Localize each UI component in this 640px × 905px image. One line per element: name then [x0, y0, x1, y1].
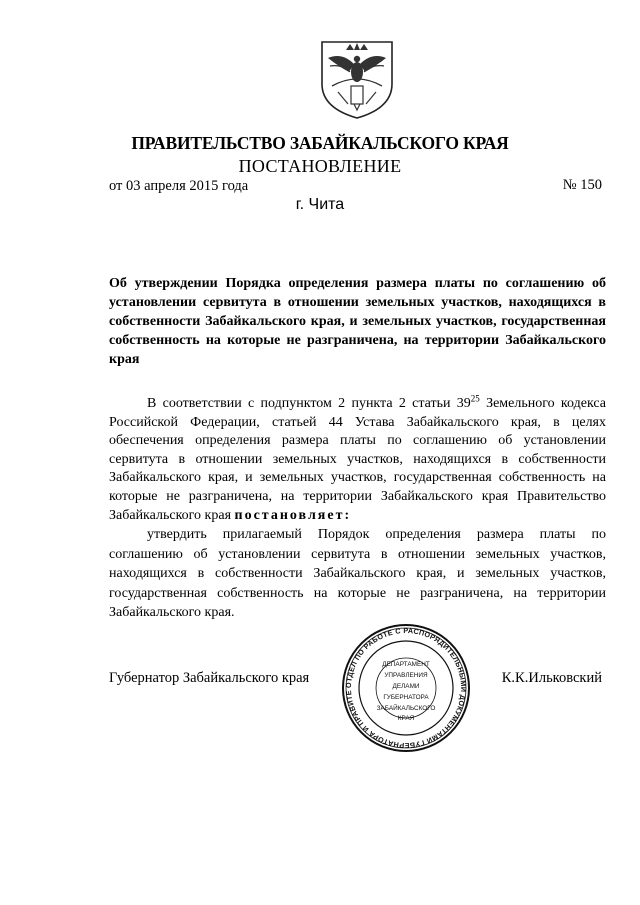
coat-of-arms-icon [316, 38, 398, 120]
seal-inner-line: ЗАБАЙКАЛЬСКОГО [376, 705, 436, 712]
document-city: г. Чита [295, 196, 345, 213]
seal-outer-text: ОТДЕЛ ПО РАБОТЕ С РАСПОРЯДИТЕЛЬНЫМИ ДОКУМЕНТАМИ ГУБЕРНАТОРА И ПРАВИТЕ [343, 625, 469, 751]
article-superscript: 25 [470, 393, 480, 404]
preamble-text-part2: Земельного кодекса Российской Федерации, статьей 44 Устава Забайкальского края, в целях обеспечения определения размера платы по соглашению об установлении сервитута в отношении земельных участков, находящихся в собственности Забайкальского края, и земельных участков, государственная собственность на которые не разграничена, на территории Забайкальского края Правительство Забайкальского края [109, 396, 606, 523]
seal-inner-line: УПРАВЛЕНИЯ [384, 672, 428, 679]
document-number: № 150 [562, 177, 602, 193]
document-subject: Об утверждении Порядка определения размера платы по соглашению об установлении сервитута в отношении земельных участков, находящихся в собственности Забайкальского края, и земельных участков, государственная собственность на которые не разграничена, на территории Забайкальского края [109, 276, 606, 367]
seal-inner-line: ГУБЕРНАТОРА [383, 694, 429, 701]
preamble-text-part1: В соответствии с подпунктом 2 пункта 2 статьи 39 [147, 396, 471, 411]
body-paragraph-preamble [109, 395, 606, 525]
seal-inner-line: ДЕЛАМИ [392, 683, 420, 690]
document-date: от 03 апреля 2015 года [109, 178, 249, 194]
body-paragraph-resolution: утвердить прилагаемый Порядок определения размера платы по соглашению об установлении сервитута в отношении земельных участков, находящихся в собственности Забайкальского края, и земельных участков, государственная собственность на которые не разграничена, на территории Забайкальского края. [109, 527, 606, 621]
signature-title: Губернатор Забайкальского края [109, 670, 310, 686]
document-type: ПОСТАНОВЛЕНИЕ [238, 156, 402, 176]
seal-inner-line: КРАЯ [397, 715, 415, 722]
decree-word: постановляет: [234, 507, 352, 523]
official-seal-icon [340, 622, 472, 754]
seal-inner-line: ДЕПАРТАМЕНТ [382, 661, 430, 668]
signature-name: К.К.Ильковский [501, 670, 602, 686]
government-title: ПРАВИТЕЛЬСТВО ЗАБАЙКАЛЬСКОГО КРАЯ [131, 133, 509, 153]
